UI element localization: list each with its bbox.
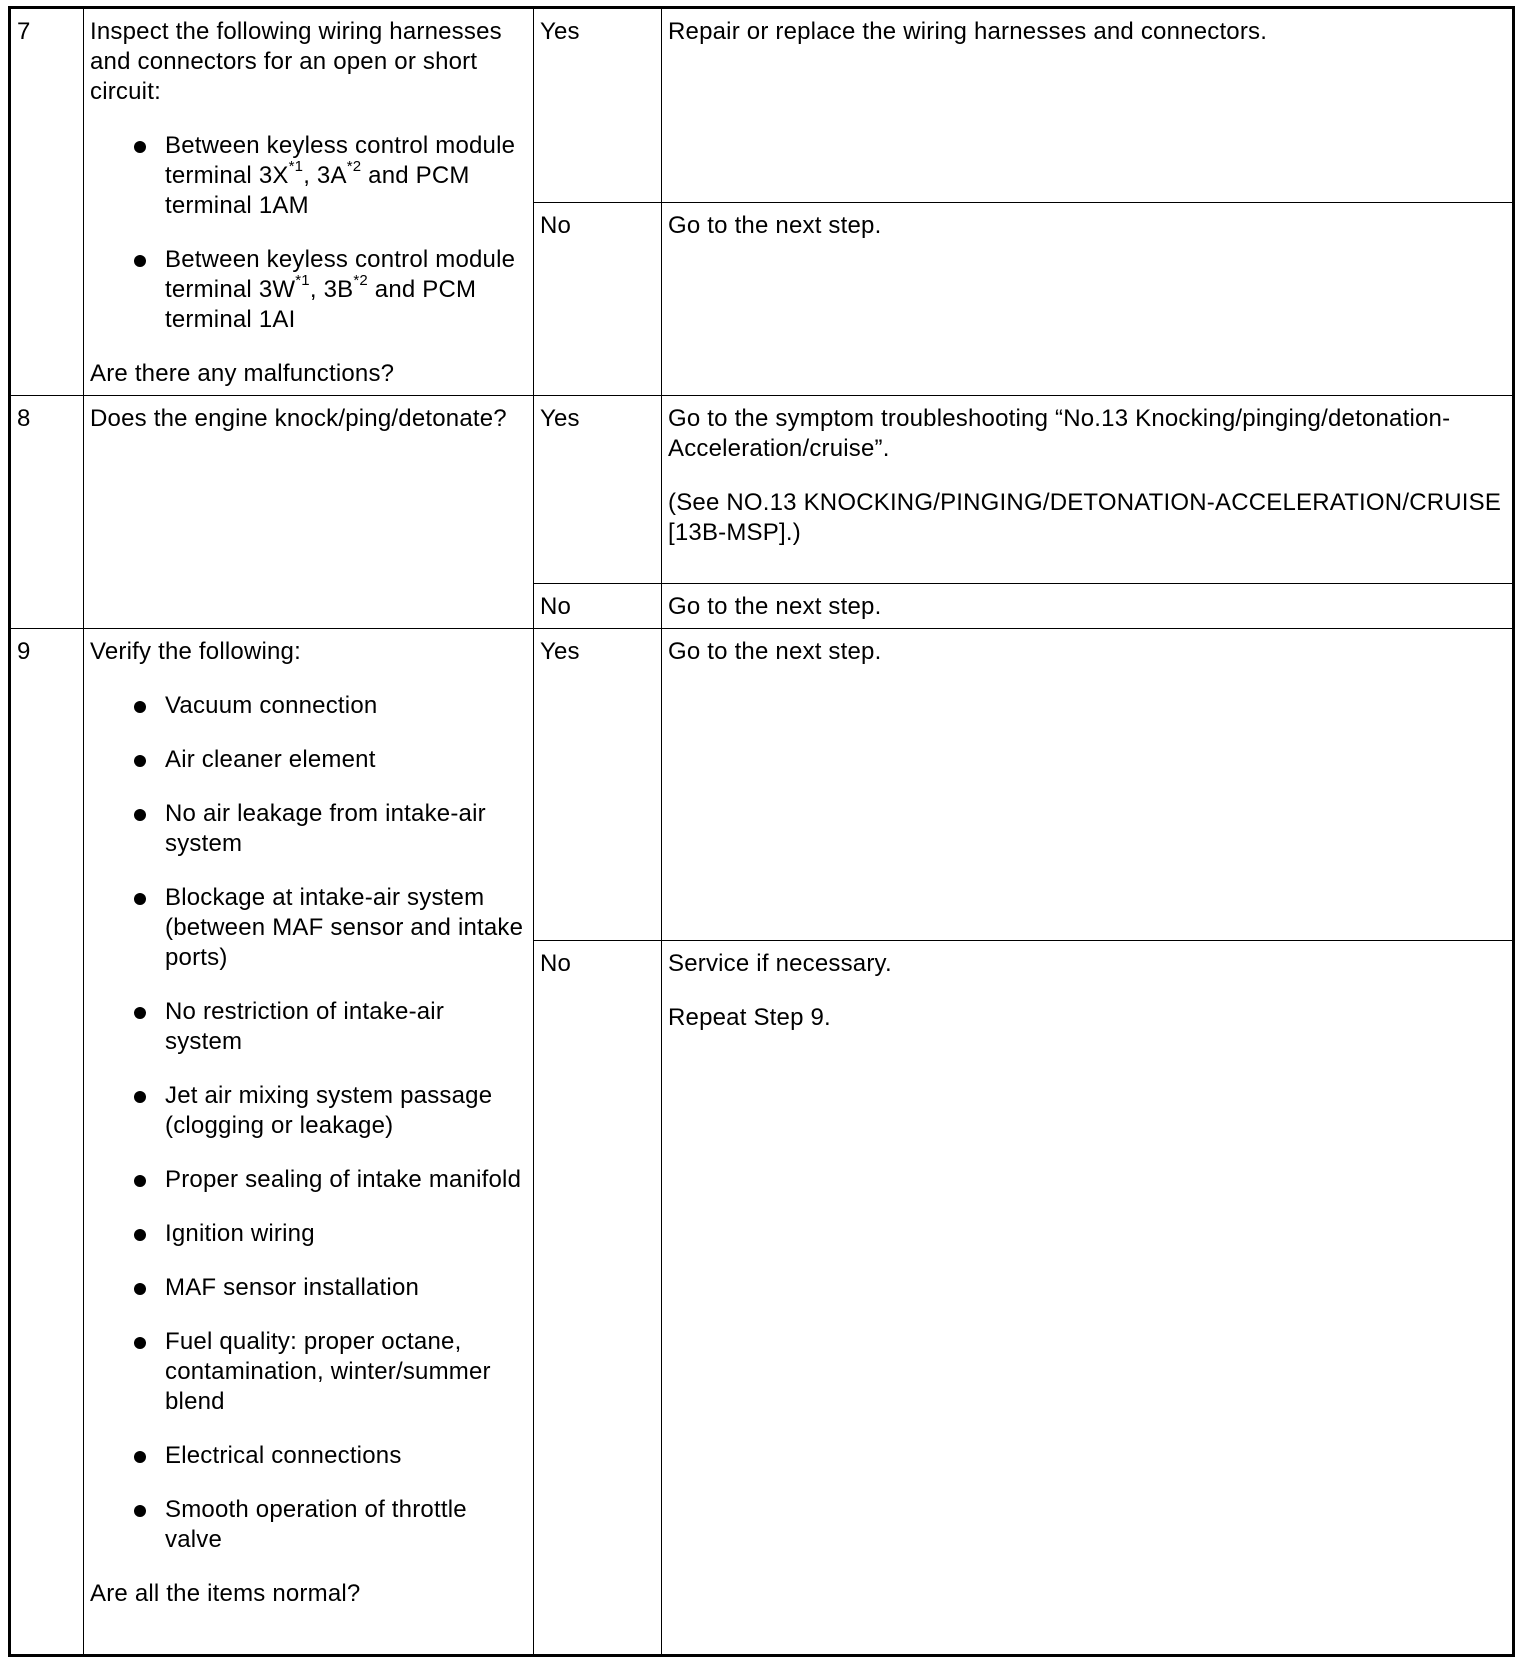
footnote-marker: *2 [346,158,362,175]
inspection-list [90,131,527,335]
step-8-row-yes [10,396,1514,584]
result-no: No [534,941,662,1656]
action-yes [662,396,1514,584]
action-text: Service if necessary. [668,950,892,977]
action-yes: Repair or replace the wiring harnesses and connectors. [662,8,1514,203]
list-item: Vacuum connection [90,691,527,721]
inspection-cell [84,629,534,1656]
list-item: No restriction of intake-air system [90,997,527,1057]
action-yes: Go to the next step. [662,629,1514,941]
list-item: Smooth operation of throttle valve [90,1495,527,1555]
inspection-list [90,691,527,1555]
inspection-question: Does the engine knock/ping/detonate? [90,405,507,432]
see-reference-link[interactable]: (See NO.13 KNOCKING/PINGING/DETONATION-ACCELERATION/CRUISE [13B-MSP].) [668,489,1502,546]
step-number: 7 [10,8,84,396]
list-item: Between keyless control module terminal $3W^{*1}$, $3B^{*2}$ and PCM terminal 1AI [90,245,527,335]
result-no: No [534,203,662,396]
step-number: 9 [10,629,84,1656]
list-item: No air leakage from intake-air system [90,799,527,859]
list-item: Proper sealing of intake manifold [90,1165,527,1195]
list-item: MAF sensor installation [90,1273,527,1303]
list-item: Ignition wiring [90,1219,527,1249]
list-item: Fuel quality: proper octane, contamination, winter/summer blend [90,1327,527,1417]
action-text: Go to the symptom troubleshooting “No.13 Knocking/pinging/detonation-Acceleration/cruise”. [668,405,1451,462]
footnote-marker: *1 [295,272,310,289]
inspection-intro: Inspect the following wiring harnesses and connectors for an open or short circuit: [90,18,502,105]
list-item: Electrical connections [90,1441,527,1471]
action-no [662,941,1514,1656]
inspection-cell [84,396,534,629]
troubleshooting-table [8,6,1515,1657]
result-yes: Yes [534,396,662,584]
step-9-row-yes [10,629,1514,941]
list-item: Between keyless control module terminal $3X^{*1}$, $3A^{*2}$ and PCM terminal 1AM [90,131,527,221]
inspection-intro: Verify the following: [90,638,301,665]
footnote-marker: *2 [353,272,368,289]
step-number: 8 [10,396,84,629]
list-item: Blockage at intake-air system (between MAF sensor and intake ports) [90,883,527,973]
action-no: Go to the next step. [662,203,1514,396]
list-item: Jet air mixing system passage (clogging or leakage) [90,1081,527,1141]
footnote-marker: *1 [288,158,304,175]
result-yes: Yes [534,629,662,941]
action-no: Go to the next step. [662,584,1514,629]
inspection-question: Are all the items normal? [90,1580,361,1607]
inspection-question: Are there any malfunctions? [90,360,395,387]
action-text-repeat: Repeat Step 9. [668,1004,831,1031]
inspection-cell [84,8,534,396]
result-yes: Yes [534,8,662,203]
step-7-row-yes [10,8,1514,203]
result-no: No [534,584,662,629]
list-item: Air cleaner element [90,745,527,775]
